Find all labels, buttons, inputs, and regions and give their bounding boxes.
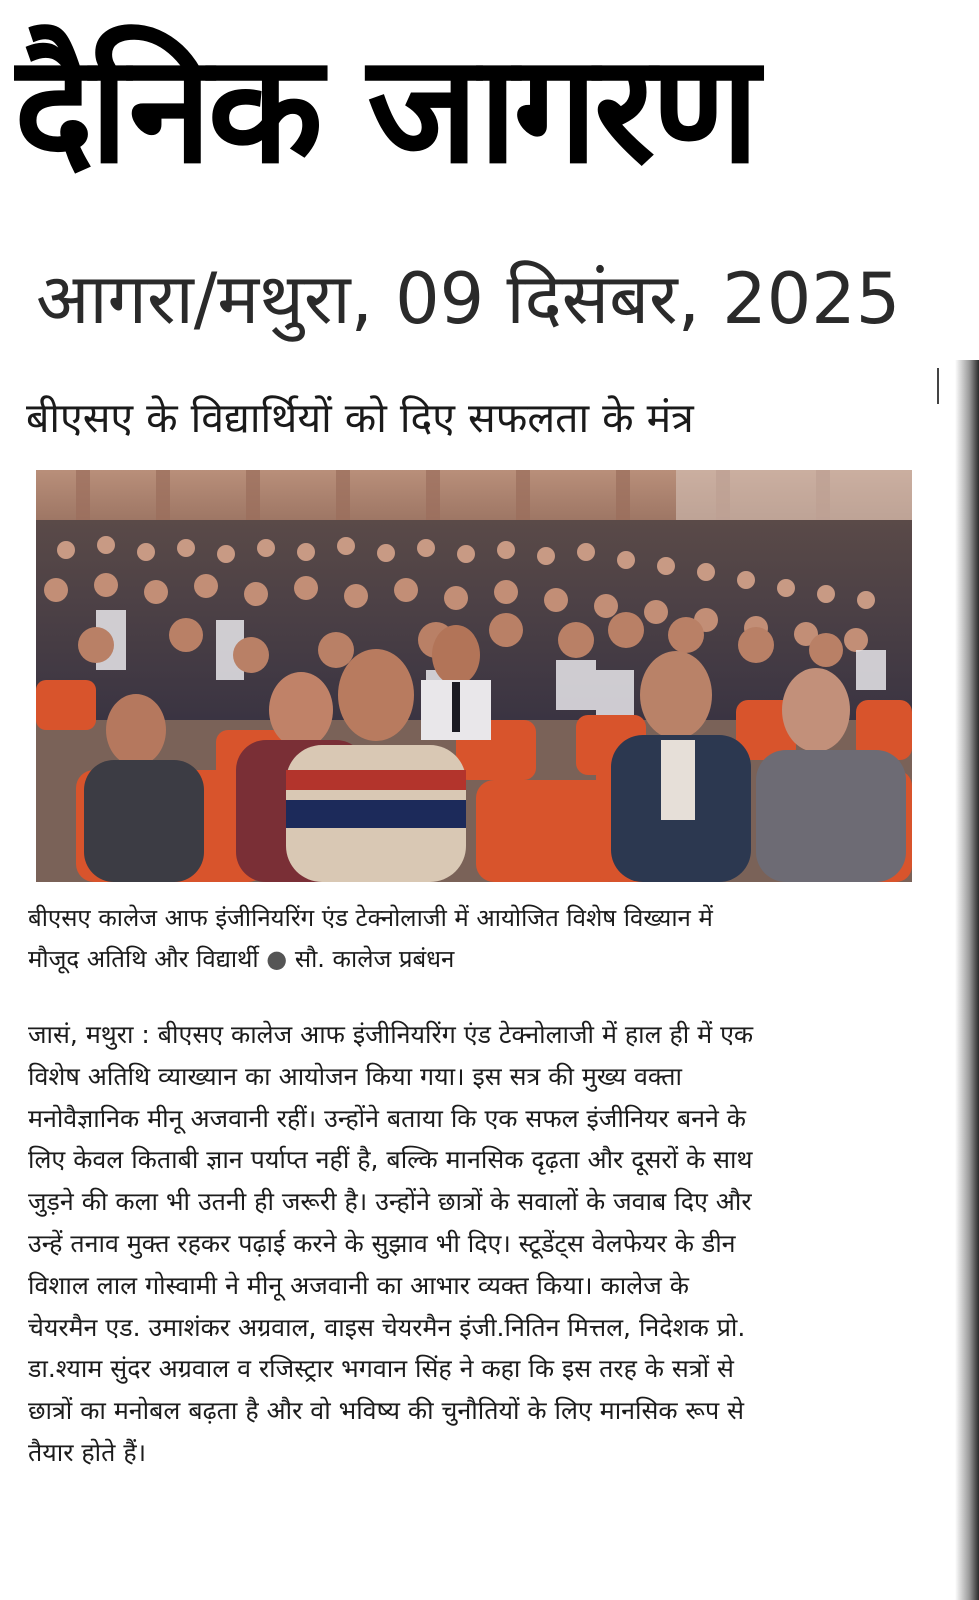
body-line: जासं, मथुरा : बीएसए कालेज आफ इंजीनियरिंग एंड टेक्नोलाजी में हाल ही में एक <box>28 1020 754 1049</box>
page-edge-mark <box>937 368 939 404</box>
photo-credit: सौ. कालेज प्रबंधन <box>294 945 455 973</box>
caption-line <box>28 939 908 980</box>
article-headline: बीएसए के विद्यार्थियों को दिए सफलता के मंत्र <box>26 394 694 442</box>
audience-photo <box>36 470 912 882</box>
body-line: चेयरमैन एड. उमाशंकर अग्रवाल, वाइस चेयरमैन इंजी.नितिन मित्तल, निदेशक प्रो. <box>28 1312 746 1342</box>
article-body <box>28 1014 918 1474</box>
body-line: विशाल लाल गोस्वामी ने मीनू अजवानी का आभार व्यक्त किया। कालेज के <box>28 1270 689 1300</box>
body-line: उन्हें तनाव मुक्त रहकर पढ़ाई करने के सुझाव भी दिए। स्टूडेंट्स वेलफेयर के डीन <box>28 1228 736 1258</box>
caption-bullet: ● <box>266 945 288 973</box>
body-line: लिए केवल किताबी ज्ञान पर्याप्त नहीं है, बल्कि मानसिक दृढ़ता और दूसरों के साथ <box>28 1145 753 1175</box>
body-line: छात्रों का मनोबल बढ़ता है और वो भविष्य की चुनौतियों के लिए मानसिक रूप से <box>28 1396 745 1426</box>
body-line: जुड़ने की कला भी उतनी ही जरूरी है। उन्होंने छात्रों के सवालों के जवाब दिए और <box>28 1187 752 1217</box>
page-edge-shadow <box>955 360 979 1600</box>
dateline: आगरा/मथुरा, 09 दिसंबर, 2025 <box>36 258 901 340</box>
caption-text: मौजूद अतिथि और विद्यार्थी <box>28 945 259 973</box>
body-line: डा.श्याम सुंदर अग्रवाल व रजिस्ट्रार भगवान सिंह ने कहा कि इस तरह के सत्रों से <box>28 1354 734 1384</box>
audience-photo-illustration <box>36 470 912 882</box>
body-line: तैयार होते हैं। <box>28 1437 147 1467</box>
caption-line: बीएसए कालेज आफ इंजीनियरिंग एंड टेक्नोलाजी में आयोजित विशेष विख्यान में <box>28 904 713 932</box>
body-line: मनोवैज्ञानिक मीनू अजवानी रहीं। उन्होंने बताया कि एक सफल इंजीनियर बनने के <box>28 1103 746 1133</box>
photo-caption <box>28 898 908 980</box>
body-line: विशेष अतिथि व्याख्यान का आयोजन किया गया। इस सत्र की मुख्य वक्ता <box>28 1061 682 1091</box>
newspaper-masthead: दैनिक जागरण <box>14 23 756 197</box>
